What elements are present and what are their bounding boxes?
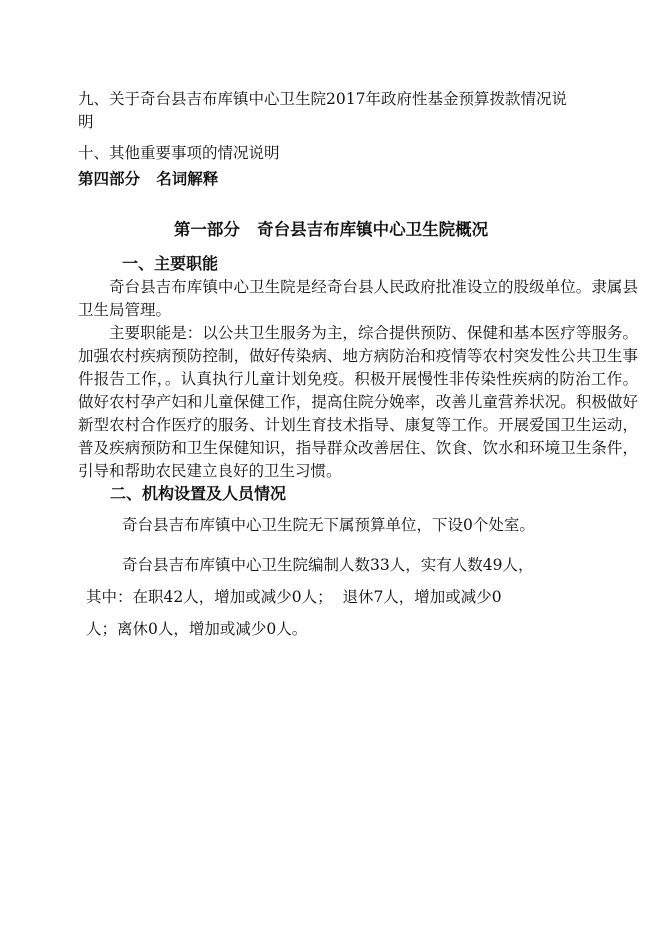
part-1-title: 第一部分 奇台县吉布库镇中心卫生院概况 [173,220,489,239]
section-1-heading: 一、主要职能 [122,254,219,273]
section-2-paragraph-2-line1: 奇台县吉布库镇中心卫生院编制人数33人，实有人数49人， [122,556,534,574]
toc-item-10: 十、其他重要事项的情况说明 [78,144,280,162]
section-1-paragraph-2: 主要职能是：以公共卫生服务为主，综合提供预防、保健和基本医疗等服务。加强农村疾病预防控制，做好传染病、地方病防治和疫情等农村突发性公共卫生事件报告工作，。认真执行儿童计划免疫。积极开展慢性非传染性疾病的防治工作。做好农村孕产妇和儿童保健工作，提高住院分娩率，改善儿童营养状况。积极做好新型农村合作医疗的服务、计划生育技术指导、康复等工作。开展爱国卫生运动，普及疾病预防和卫生保健知识，指导群众改善居住、饮食、饮水和环境卫生条件，引导和帮助农民建立良好的卫生习惯。 [78,324,638,480]
section-1-paragraph-1: 奇台县吉布库镇中心卫生院是经奇台县人民政府批准设立的股级单位。隶属县卫生局管理。 [78,278,638,319]
section-2-heading: 二、机构设置及人员情况 [110,484,287,503]
toc-item-9-line2: 明 [78,113,94,131]
toc-item-9-line1: 九、关于奇台县吉布库镇中心卫生院2017年政府性基金预算拨款情况说 [78,90,567,108]
section-2-paragraph-1: 奇台县吉布库镇中心卫生院无下属预算单位，下设0个处室。 [122,516,535,534]
toc-part-4: 第四部分 名词解释 [78,170,219,188]
toc-item-9 [78,88,638,134]
section-2-paragraph-2-line3: 人；离休0人，增加或减少0人。 [86,620,308,638]
section-2-paragraph-2-line2: 其中：在职42人，增加或减少0人； 退休7人，增加或减少0 [86,588,502,606]
